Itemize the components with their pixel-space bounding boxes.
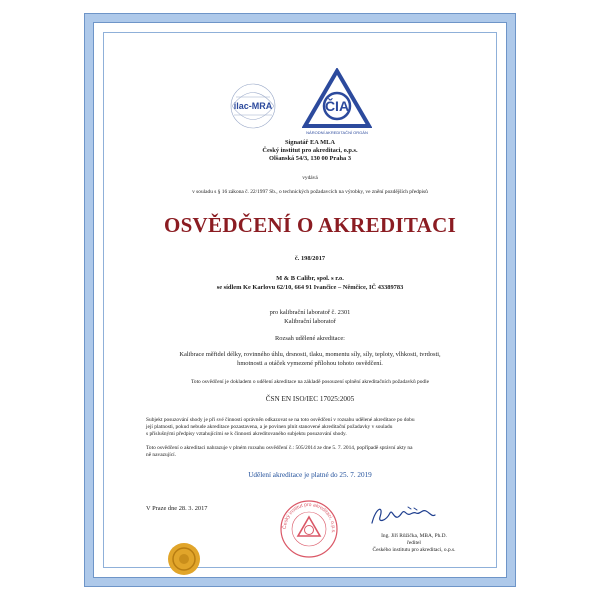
gold-seal xyxy=(164,539,204,579)
certificate-page xyxy=(85,14,515,586)
obligation-line-1: Subjekt posuzování shody je při své činnosti oprávněn odkazovat se na toto osvědčení v rozsahu udělené akreditace po dobu xyxy=(146,417,415,423)
issues-word: vydává xyxy=(302,175,318,181)
replace-line-2: ně navazující. xyxy=(146,452,176,458)
stamp-text: Český institut pro akreditaci, o.p.s. xyxy=(281,501,337,534)
certificate-title: OSVĚDČENÍ O AKREDITACI xyxy=(163,213,457,237)
company-name: M & B Calibr, spol. s r.o. xyxy=(276,275,344,282)
signatory-name: Ing. Jiří Růžička, MBA, Ph.D. xyxy=(381,533,447,539)
cai-triangle-logo xyxy=(302,68,372,136)
issuer-line-2: Český institut pro akreditaci, o.p.s. xyxy=(262,147,358,154)
validity-text: Udělení akreditace je platné do 25. 7. 2019 xyxy=(248,471,372,479)
ilac-mra-text: ilac-MRA xyxy=(233,101,273,111)
replace-line-1: Toto osvědčení o akreditaci nahrazuje v plném rozsahu osvědčení č.: 505/2014 ze dne 5. 7. 2014, popřípadě správní akty na xyxy=(146,445,413,451)
place-date: V Praze dne 28. 3. 2017 xyxy=(146,505,208,512)
cai-caption: NÁRODNÍ AKREDITAČNÍ ORGÁN xyxy=(306,130,368,135)
obligation-line-2: její platnosti, pokud nebude akreditace pozastavena, a je povinen plnit stanovené akreditační požadavky v souladu xyxy=(146,424,393,430)
ilac-mra-logo xyxy=(222,81,284,131)
legal-basis: v souladu s § 16 zákona č. 22/1997 Sb., o technických požadavcích na výrobky, ve znění pozdějších předpisů xyxy=(192,189,428,195)
scope-text-1: Kalibrace měřidel délky, rovinného úhlu, drsnosti, tlaku, momentu síly, síly, teploty, vlhkosti, tvrdosti, xyxy=(179,351,441,358)
lab-number: pro kalibrační laboratoř č. 2301 xyxy=(269,309,351,316)
standard: ČSN EN ISO/IEC 17025:2005 xyxy=(265,395,355,403)
certificate-content xyxy=(104,33,516,587)
lab-type: Kalibrační laboratoř xyxy=(284,318,336,325)
scope-heading: Rozsah udělené akreditace: xyxy=(275,335,345,342)
institute-stamp xyxy=(279,499,339,559)
svg-text:ČIA: ČIA xyxy=(324,98,350,114)
obligation-line-3: s příslušnými předpisy vztahujícími se k činnosti akreditovaného subjektu posuzování shody. xyxy=(146,431,347,437)
scope-text-2: hmotnosti a otáček vymezené přílohou tohoto osvědčení. xyxy=(237,360,383,367)
company-address: se sídlem Ke Karlovu 62/10, 664 91 Ivančice – Němčice, IČ 43389783 xyxy=(216,284,404,291)
signatory-role: ředitel xyxy=(407,540,421,546)
certificate-inner-frame xyxy=(103,32,497,568)
signatory-org: Českého institutu pro akreditaci, o.p.s. xyxy=(372,547,456,553)
handwritten-signature xyxy=(368,503,438,529)
certificate-number: č. 198/2017 xyxy=(294,255,326,262)
issuer-line-1: Signatář EA MLA xyxy=(284,139,336,146)
proof-text: Toto osvědčení je dokladem o udělení akreditace na základě posouzení splnění akreditačních požadavků podle xyxy=(190,379,430,385)
issuer-line-3: Olšanská 54/3, 130 00 Praha 3 xyxy=(268,155,352,162)
